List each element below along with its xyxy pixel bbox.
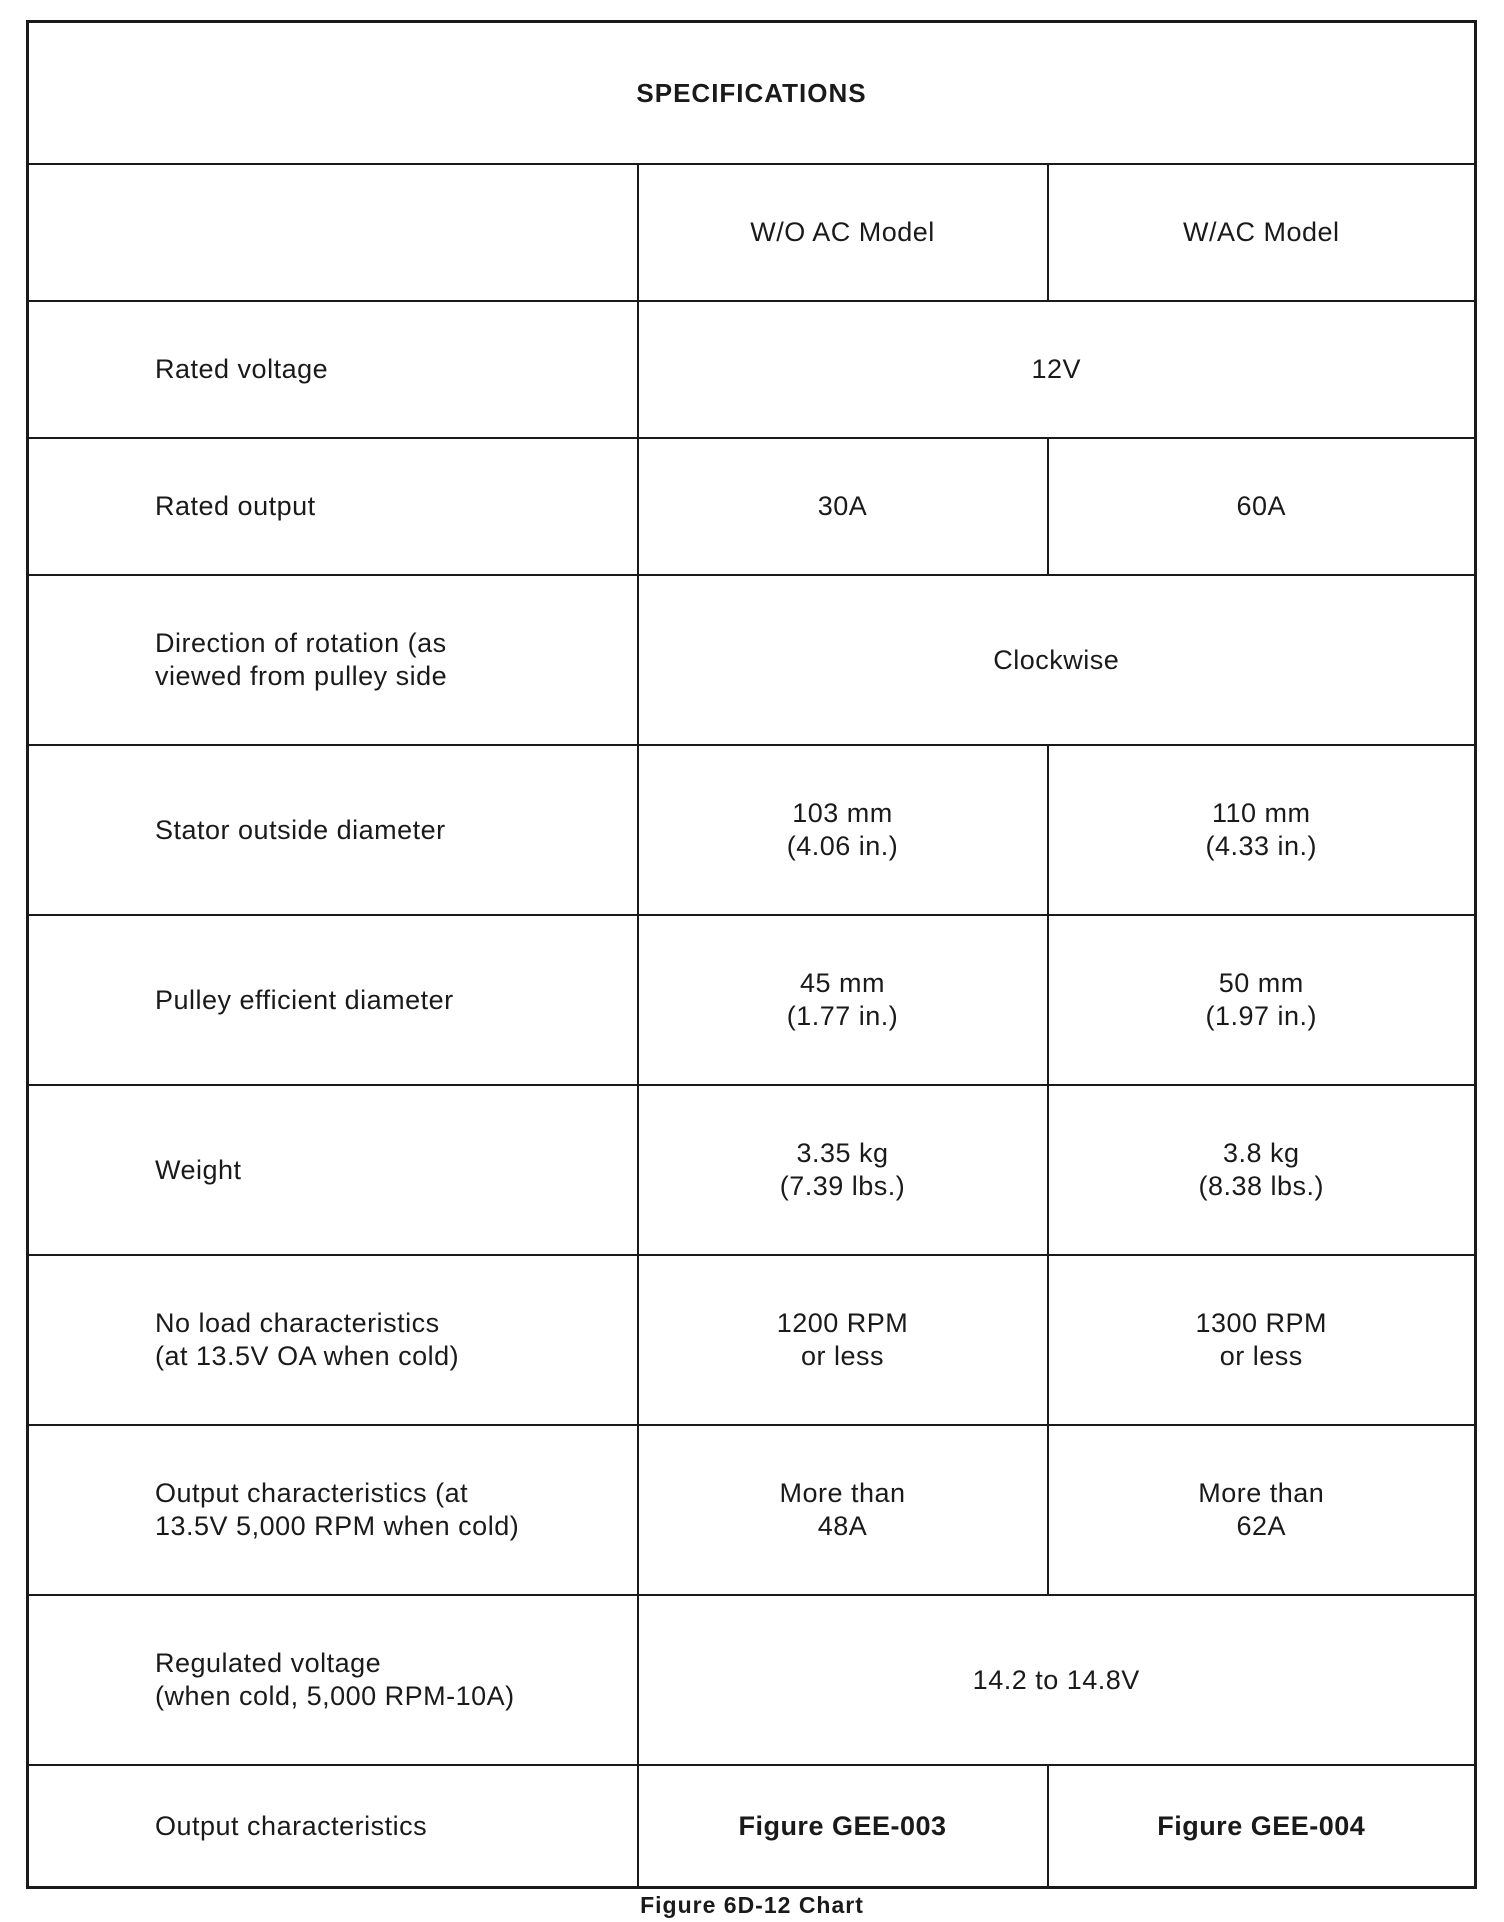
value-weight-w-ac: 3.8 kg (8.38 lbs.) xyxy=(1048,1085,1476,1255)
row-label-direction-of-rotation: Direction of rotation (as viewed from pulley side xyxy=(28,575,638,745)
row-label-output-characteristics-cold: Output characteristics (at 13.5V 5,000 RPM when cold) xyxy=(28,1425,638,1595)
value-rated-output-w-ac: 60A xyxy=(1048,438,1476,575)
header-empty-cell xyxy=(28,164,638,301)
specifications-table xyxy=(26,20,1477,1889)
title-row xyxy=(28,22,1476,165)
header-w-ac-model: W/AC Model xyxy=(1048,164,1476,301)
table-row xyxy=(28,1595,1476,1765)
row-label-regulated-voltage: Regulated voltage (when cold, 5,000 RPM-10A) xyxy=(28,1595,638,1765)
figure-caption: Figure 6D-12 Chart xyxy=(640,1892,864,1918)
row-label-stator-outside-diameter: Stator outside diameter xyxy=(28,745,638,915)
value-regulated-voltage: 14.2 to 14.8V xyxy=(638,1595,1476,1765)
table-row xyxy=(28,745,1476,915)
value-no-load-w-ac: 1300 RPM or less xyxy=(1048,1255,1476,1425)
value-pulley-diameter-w-ac: 50 mm (1.97 in.) xyxy=(1048,915,1476,1085)
value-pulley-diameter-wo-ac: 45 mm (1.77 in.) xyxy=(638,915,1048,1085)
value-stator-diameter-wo-ac: 103 mm (4.06 in.) xyxy=(638,745,1048,915)
value-rated-voltage: 12V xyxy=(638,301,1476,438)
value-output-cold-w-ac: More than 62A xyxy=(1048,1425,1476,1595)
table-title: SPECIFICATIONS xyxy=(28,22,1476,165)
value-direction-of-rotation: Clockwise xyxy=(638,575,1476,745)
header-wo-ac-model: W/O AC Model xyxy=(638,164,1048,301)
row-label-no-load-characteristics: No load characteristics (at 13.5V OA when cold) xyxy=(28,1255,638,1425)
header-row xyxy=(28,164,1476,301)
table-row xyxy=(28,1765,1476,1888)
table-row xyxy=(28,915,1476,1085)
table-row xyxy=(28,1255,1476,1425)
value-no-load-wo-ac: 1200 RPM or less xyxy=(638,1255,1048,1425)
row-label-pulley-efficient-diameter: Pulley efficient diameter xyxy=(28,915,638,1085)
row-label-output-characteristics: Output characteristics xyxy=(28,1765,638,1888)
table-row xyxy=(28,1425,1476,1595)
value-rated-output-wo-ac: 30A xyxy=(638,438,1048,575)
table-row xyxy=(28,301,1476,438)
row-label-rated-output: Rated output xyxy=(28,438,638,575)
table-row xyxy=(28,575,1476,745)
table-row xyxy=(28,438,1476,575)
value-weight-wo-ac: 3.35 kg (7.39 lbs.) xyxy=(638,1085,1048,1255)
value-output-cold-wo-ac: More than 48A xyxy=(638,1425,1048,1595)
value-output-figure-wo-ac: Figure GEE-003 xyxy=(638,1765,1048,1888)
value-output-figure-w-ac: Figure GEE-004 xyxy=(1048,1765,1476,1888)
row-label-rated-voltage: Rated voltage xyxy=(28,301,638,438)
row-label-weight: Weight xyxy=(28,1085,638,1255)
value-stator-diameter-w-ac: 110 mm (4.33 in.) xyxy=(1048,745,1476,915)
table-row xyxy=(28,1085,1476,1255)
